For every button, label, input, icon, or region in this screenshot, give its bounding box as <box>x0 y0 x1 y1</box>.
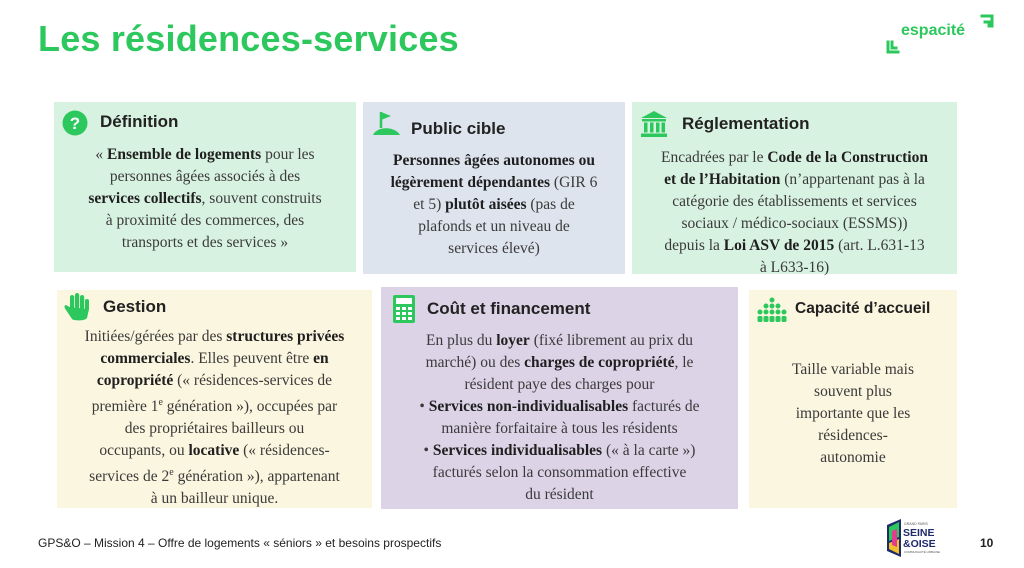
footer-text: GPS&O – Mission 4 – Offre de logements « séniors » et besoins prospectifs <box>38 536 442 550</box>
text-line: du résident <box>525 486 594 503</box>
text-line: à un bailleur unique. <box>150 490 279 508</box>
text-line: plafonds et un niveau de <box>418 218 570 235</box>
text-line: et de l’Habitation (n’appartenant pas à la <box>664 171 925 188</box>
text-line: occupants, ou locative (« résidences- <box>99 442 330 460</box>
card-gestion <box>57 290 372 508</box>
card-public-cible <box>363 102 625 274</box>
card-text <box>60 326 369 510</box>
text-line: à proximité des commerces, des <box>105 212 305 229</box>
institution-icon <box>640 110 668 138</box>
flag-person-icon <box>373 110 401 136</box>
text-line: copropriété (« résidences-services de <box>96 372 333 389</box>
text-line: Initiées/gérées par des structures privées <box>84 328 345 345</box>
text-line: En plus du loyer (fixé librement au prix du <box>426 332 693 349</box>
text-line: services élevé) <box>448 240 540 257</box>
bullet-list <box>385 396 734 506</box>
text-line: facturés selon la consommation effective <box>432 464 687 481</box>
text-line: transports et des services » <box>121 234 289 251</box>
text-line: Encadrées par le Code de la Construction <box>661 149 928 166</box>
text-line: Personnes âgées autonomes ou <box>393 152 595 169</box>
card-heading: Coût et financement <box>427 299 591 318</box>
card-heading: Définition <box>100 112 179 131</box>
question-circle-icon <box>62 110 88 136</box>
text-line: services collectifs, souvent construits <box>88 190 322 207</box>
text-line: souvent plus <box>814 383 892 400</box>
text-line: depuis la Loi ASV de 2015 (art. L.631-13 <box>664 237 925 254</box>
list-item <box>385 396 734 440</box>
people-group-icon <box>757 297 787 323</box>
partner-logo-line: &OISE <box>903 538 936 550</box>
text-line: personnes âgées associés à des <box>109 168 301 185</box>
text-line: manière forfaitaire à tous les résidents <box>441 420 678 437</box>
text-line: importante que les <box>795 405 911 422</box>
text-line: marché) ou des charges de copropriété, le <box>425 354 694 371</box>
text-line: résident paye des charges pour <box>464 376 655 393</box>
hand-icon <box>63 292 93 322</box>
text-line: commerciales. Elles peuvent être en <box>100 350 329 367</box>
card-text <box>367 150 621 260</box>
text-line: catégorie des établissements et services <box>672 193 917 210</box>
text-line: légèrement dépendantes (GIR 6 <box>390 174 598 191</box>
card-cout-financement <box>381 287 738 509</box>
text-line: Taille variable mais <box>791 361 914 378</box>
list-item <box>385 440 734 506</box>
partner-logo-line: GRAND PARIS <box>904 522 928 526</box>
text-line: services de 2e génération »), appartenant <box>89 467 340 486</box>
partner-logo-line: COMMUNAUTÉ URBAINE <box>904 550 941 554</box>
card-definition <box>54 102 356 272</box>
text-line: à L633-16) <box>759 259 830 276</box>
card-text <box>636 147 953 279</box>
text-line: autonomie <box>820 449 886 466</box>
page-title: Les résidences-services <box>38 18 459 59</box>
page-number: 10 <box>980 536 994 550</box>
card-heading: Gestion <box>103 297 167 316</box>
seine-oise-logo <box>883 517 943 561</box>
card-text <box>60 144 350 254</box>
card-heading: Réglementation <box>682 114 810 133</box>
text-line: résidences- <box>818 427 888 444</box>
text-line: • Services non-individualisables facturés de <box>419 398 700 415</box>
espacite-logo <box>884 10 1000 58</box>
brand-name: espacité <box>901 22 966 39</box>
card-text <box>385 330 734 506</box>
text-line: sociaux / médico-sociaux (ESSMS)) <box>681 215 908 232</box>
card-intro <box>385 330 734 396</box>
text-line: première 1e génération »), occupées par <box>91 397 338 416</box>
calculator-icon <box>393 295 415 323</box>
svg-text:?: ? <box>69 114 81 133</box>
text-line: • Services individualisables (« à la carte ») <box>423 442 696 459</box>
card-heading: Capacité d’accueil <box>795 300 931 317</box>
text-line: des propriétaires bailleurs ou <box>124 420 305 438</box>
text-line: « Ensemble de logements pour les <box>95 146 315 163</box>
card-capacite <box>749 290 957 508</box>
card-reglementation <box>632 102 957 274</box>
partner-logo-line: SEINE <box>903 527 935 539</box>
text-line: et 5) plutôt aisées (pas de <box>413 196 575 213</box>
card-heading: Public cible <box>411 119 506 138</box>
card-text <box>757 359 949 469</box>
